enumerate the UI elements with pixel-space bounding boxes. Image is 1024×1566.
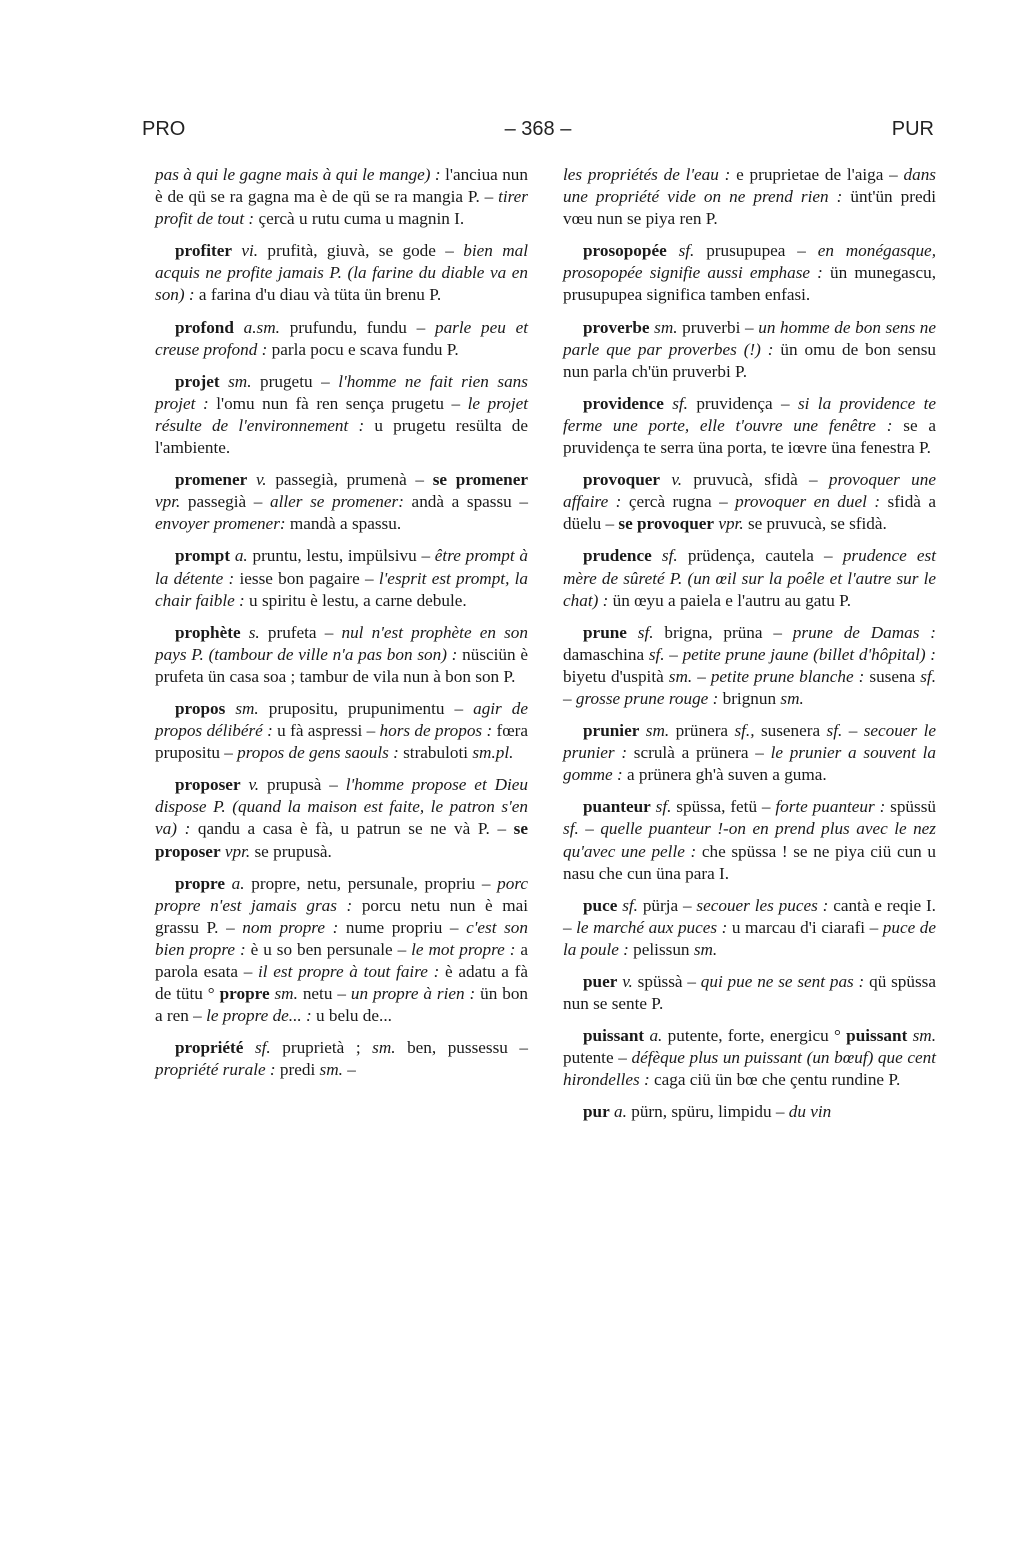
translation-text: pelissun — [628, 939, 694, 959]
headword: prune — [583, 622, 627, 642]
dictionary-entry — [563, 796, 936, 884]
translation-text: sfidà a düelu – — [563, 492, 936, 534]
italic-text: sf. – petite prune jaune (billet d'hôpital) : — [648, 644, 936, 664]
italic-text: v. — [617, 972, 633, 991]
page-number: – 368 – — [504, 118, 572, 140]
italic-text: sm. — [693, 939, 718, 959]
left-column — [155, 164, 528, 1091]
italic-text: un homme de bon sens ne parle que par proverbes (!) : — [563, 317, 936, 359]
translation-text: putente – — [563, 1048, 632, 1068]
translation-text: pruntu, lestu, impülsivu – — [247, 546, 435, 566]
italic-text: sm. — [372, 1038, 396, 1058]
italic-text: vpr. — [155, 492, 181, 512]
italic-text: sm. — [319, 1060, 343, 1080]
guide-word-right: PUR — [891, 118, 934, 140]
italic-text: v. — [660, 470, 683, 490]
headword: providence — [583, 393, 664, 413]
translation-text: ünt'ün predi vœu nun se piya ren P. — [563, 187, 936, 229]
headword: se promener — [432, 470, 529, 490]
translation-text: se prupusà. — [250, 841, 332, 861]
dictionary-entry — [155, 622, 528, 688]
italic-text: secouer les puces : — [696, 895, 829, 915]
italic-text: a. — [224, 873, 245, 893]
italic-text: être prompt à la détente : — [155, 546, 529, 588]
guide-word-left: PRO — [142, 118, 186, 140]
translation-text: pruprietà ; — [270, 1038, 373, 1058]
headword: puce — [583, 895, 618, 915]
italic-text: sf. – secouer le prunier : — [563, 721, 936, 763]
italic-text: prune de Damas : — [792, 622, 937, 642]
italic-text: aller se promener: — [270, 492, 404, 512]
translation-text: se a pruvidença te serra üna porta, te iœvre üna fenestra P. — [563, 415, 937, 458]
headword: proverbe — [583, 317, 650, 337]
translation-text: scrulà a prünera – — [627, 743, 771, 763]
translation-text: u fà aspressi – — [272, 721, 380, 741]
headword: prosopopée — [583, 241, 667, 261]
italic-text: hors de propos : — [379, 721, 493, 741]
italic-text: sf. — [617, 895, 638, 915]
translation-text: l'omu nun fà ren sença prugetu – — [208, 393, 468, 413]
italic-text: v. — [240, 775, 260, 795]
translation-text: mandà a spassu. — [285, 514, 402, 534]
headword: prudence — [583, 546, 652, 566]
italic-text: sm. — [269, 984, 298, 1004]
translation-text: porcu netu nun è mai grassu P. – — [155, 895, 528, 937]
page-header — [142, 118, 934, 148]
translation-text: pruvidença – — [687, 393, 798, 413]
right-column — [563, 164, 936, 1134]
italic-text: défèque plus un puissant (un bœuf) que cent hirondelles : — [563, 1048, 937, 1090]
translation-text: prusupupea – — [694, 241, 818, 261]
translation-text: spüssa, fetü – — [671, 797, 776, 817]
italic-text: sm. — [219, 371, 252, 391]
translation-text: brignun — [718, 688, 781, 708]
dictionary-entry — [155, 469, 528, 535]
translation-text: prufità, giuvà, se gode – — [258, 241, 464, 261]
entry-continuation — [563, 164, 936, 230]
headword: puanteur — [583, 797, 651, 817]
translation-text: – — [342, 1060, 356, 1080]
italic-text: sm.pl. — [472, 743, 514, 763]
translation-text: susena — [864, 666, 921, 686]
translation-text: strabuloti — [398, 743, 473, 763]
dictionary-entry — [563, 622, 936, 710]
translation-text: che spüssa ! se ne piya ciü cun u nasu che cun üna para I. — [563, 841, 936, 883]
italic-text: l'esprit est prompt, la chair faible : — [155, 568, 528, 610]
italic-text: tirer profit de tout : — [155, 187, 528, 229]
italic-text: a.sm. — [233, 317, 280, 337]
translation-text: biyetu d'uspità — [563, 666, 669, 686]
italic-text: sm. — [225, 698, 259, 718]
headword: propos — [175, 698, 226, 718]
translation-text: qü spüssa nun se sente P. — [563, 972, 936, 1014]
italic-text: propriété rurale : — [155, 1060, 276, 1080]
translation-text: pürn, spüru, limpidu – — [626, 1102, 789, 1122]
italic-text: sm. — [907, 1026, 937, 1046]
italic-text: le marché aux puces : — [576, 917, 728, 937]
headword: proposer — [175, 775, 241, 795]
italic-text: a. — [644, 1026, 663, 1046]
dictionary-entry — [563, 971, 936, 1015]
italic-text: le prunier a souvent la gomme : — [563, 743, 937, 785]
translation-text: cantà e reqie I. – — [563, 895, 936, 937]
translation-text: spüssà – — [632, 972, 701, 991]
translation-text: e pruprietae de l'aiga – — [730, 165, 904, 184]
italic-text: vpr. — [714, 514, 744, 534]
dictionary-entry — [563, 393, 936, 459]
translation-text: qandu a casa è fà, u patrun se ne và P. – — [190, 819, 514, 839]
headword: projet — [175, 371, 220, 391]
dictionary-entry — [155, 240, 528, 306]
italic-text: parle peu et creuse profond : — [155, 317, 528, 359]
dictionary-entry — [563, 1101, 936, 1123]
translation-text: a parola esata – — [155, 939, 528, 981]
translation-text: spüssü — [885, 797, 936, 817]
dictionary-entry — [155, 371, 528, 459]
translation-text: çercà rugna – — [621, 492, 736, 512]
translation-text: nume propriu – — [338, 917, 467, 937]
italic-text: le mot propre : — [411, 939, 516, 959]
translation-text: a prünera gh'à suven a guma. — [622, 765, 827, 785]
italic-text: si la providence te ferme une porte, elle t'ouvre une fenêtre : — [563, 393, 937, 435]
headword: prompt — [175, 546, 231, 566]
italic-text: c'est son bien propre : — [155, 917, 528, 959]
italic-text: sm. — [780, 688, 804, 708]
translation-text: ün munegascu, prusupupea significa tamben enfasi. — [563, 263, 936, 305]
headword: prunier — [583, 721, 640, 741]
italic-text: sf. – grosse prune rouge : — [563, 666, 936, 708]
dictionary-entry — [155, 774, 528, 862]
translation-text: putente, forte, energicu ° — [662, 1026, 847, 1046]
translation-text: nüsciün è prufeta ün casa soa ; tambur de vila nun à bon son P. — [155, 644, 528, 686]
italic-text: sm. – petite prune blanche : — [668, 666, 865, 686]
translation-text: damaschina — [563, 644, 649, 664]
italic-text: les propriétés de l'eau : — [563, 165, 731, 184]
dictionary-entry — [563, 1025, 936, 1091]
headword: pur — [583, 1102, 610, 1122]
translation-text: netu – — [297, 984, 351, 1004]
italic-text: qui pue ne se sent pas : — [700, 972, 865, 991]
translation-text: è adatu a fà de tütu ° — [155, 962, 528, 1004]
headword: provoquer — [583, 470, 661, 490]
headword: se provoquer — [618, 514, 715, 534]
dictionary-entry — [563, 317, 936, 383]
translation-text: pruverbi – — [677, 317, 759, 337]
translation-text: prufundu, fundu – — [279, 317, 435, 337]
dictionary-entry — [563, 469, 936, 535]
translation-text: ün bon a ren – — [155, 984, 529, 1026]
italic-text: sf. — [663, 393, 688, 413]
translation-text: prupusà – — [259, 775, 346, 795]
headword: se proposer — [155, 819, 528, 861]
headword: puer — [583, 972, 618, 991]
italic-text: nom propre : — [242, 917, 339, 937]
translation-text: propre, netu, persunale, propriu – — [244, 873, 498, 893]
italic-text: porc propre n'est jamais gras : — [155, 873, 529, 915]
translation-text: se pruvucà, se sfidà. — [743, 514, 887, 534]
translation-text: passegià, prumenà – — [266, 470, 433, 490]
headword: propre — [175, 873, 225, 893]
italic-text: l'homme propose et Dieu dispose P. (quand la maison est faite, le patron s'en va) : — [155, 775, 528, 839]
italic-text: sm. — [639, 721, 670, 741]
dictionary-entry — [563, 895, 936, 961]
italic-text: provoquer une affaire : — [563, 470, 936, 512]
dictionary-entry — [155, 317, 528, 361]
italic-text: sf. — [650, 797, 672, 817]
italic-text: prudence est mère de sûreté P. (un œil sur la poêle et l'autre sur le chat) : — [563, 546, 937, 610]
italic-text: vpr. — [220, 841, 251, 861]
italic-text: a. — [230, 546, 248, 566]
headword: promener — [175, 470, 248, 490]
italic-text: sf. — [666, 241, 695, 261]
headword: propre — [219, 984, 270, 1004]
translation-text: susenera — [754, 721, 827, 741]
dictionary-entry — [563, 545, 936, 611]
translation-text: prugetu – — [251, 371, 339, 391]
translation-text: u belu de... — [311, 1006, 392, 1026]
translation-text: iesse bon pagaire – — [234, 568, 379, 588]
headword: prophète — [175, 622, 241, 642]
italic-text: sf. – quelle puanteur !-on en prend plus avec le nez qu'avec une pelle : — [563, 819, 936, 861]
dictionary-entry — [155, 873, 528, 1028]
translation-text: a farina d'u diau và tüta ün brenu P. — [194, 285, 442, 305]
italic-text: du vin — [788, 1102, 832, 1122]
italic-text: le propre de... : — [206, 1006, 312, 1026]
italic-text: bien mal acquis ne profite jamais P. (la farine du diable va en son) : — [155, 241, 529, 305]
headword: propriété — [175, 1038, 244, 1058]
translation-text: caga ciü ün bœ che çentu rundine P. — [649, 1070, 901, 1090]
italic-text: il est propre à tout faire : — [258, 962, 440, 981]
translation-text: prünera — [669, 721, 735, 741]
italic-text: l'homme ne fait rien sans projet : — [155, 371, 528, 413]
translation-text: andà a spassu – — [403, 492, 528, 512]
italic-text: dans une propriété vide on ne prend rien : — [563, 165, 936, 207]
translation-text: predi — [275, 1060, 320, 1080]
headword: profond — [175, 317, 234, 337]
italic-text: forte puanteur : — [775, 797, 886, 817]
italic-text: nul n'est prophète en son pays P. (tambour de ville n'a pas bon son) : — [155, 622, 528, 664]
translation-text: pürja – — [637, 895, 697, 915]
translation-text: prufeta – — [259, 622, 342, 642]
translation-text: brigna, prüna – — [653, 622, 793, 642]
italic-text: sm. — [649, 317, 678, 337]
italic-text: provoquer en duel : — [735, 492, 881, 512]
italic-text: en monégasque, prosopopée signifie aussi emphase : — [563, 241, 936, 283]
italic-text: v. — [247, 470, 267, 490]
italic-text: pas à qui le gagne mais à qui le mange) : — [155, 165, 441, 184]
italic-text: envoyer promener: — [155, 514, 286, 534]
headword: puissant — [846, 1026, 908, 1046]
translation-text: ün omu de bon sensu nun parla ch'ün pruverbi P. — [563, 339, 936, 381]
italic-text: vi. — [231, 241, 259, 261]
dictionary-entry — [155, 1037, 528, 1081]
translation-text: parla pocu e scava fundu P. — [267, 339, 459, 359]
italic-text: sf. — [626, 622, 654, 642]
italic-text: s. — [240, 622, 260, 642]
dictionary-entry — [563, 240, 936, 306]
dictionary-entry — [155, 698, 528, 764]
translation-text: ben, pussessu – — [395, 1038, 528, 1058]
translation-text: ün œyu a paiela e l'autru au gatu P. — [608, 590, 852, 610]
translation-text: prupositu, prupunimentu – — [258, 698, 474, 718]
entry-continuation — [155, 164, 528, 230]
dictionary-entry — [563, 720, 936, 786]
translation-text: u prugetu resülta de l'ambiente. — [155, 415, 528, 458]
italic-text: puce de la poule : — [563, 917, 937, 959]
translation-text: passegià – — [180, 492, 270, 512]
italic-text: propos de gens saouls : — [237, 743, 399, 763]
translation-text: pruvucà, sfidà – — [682, 470, 829, 490]
italic-text: agir de propos délibéré : — [155, 698, 528, 741]
translation-text: u marcau d'i ciarafi – — [727, 917, 883, 937]
translation-text: prüdença, cautela – — [677, 546, 843, 566]
italic-text: un propre à rien : — [350, 984, 476, 1004]
italic-text: a. — [609, 1102, 627, 1122]
italic-text: le projet résulte de l'environnement : — [155, 393, 529, 435]
translation-text: è u so ben persunale – — [245, 939, 412, 959]
dictionary-entry — [155, 545, 528, 611]
translation-text: çercà u rutu cuma u magnin I. — [254, 209, 465, 229]
headword: puissant — [583, 1026, 645, 1046]
italic-text: sf. — [243, 1038, 271, 1058]
italic-text: sf. — [651, 546, 678, 566]
italic-text: sf., — [734, 721, 755, 741]
headword: profiter — [175, 241, 232, 261]
translation-text: l'anciua nun è de qü se ra gagna ma è de qü se ra mangia P. – — [155, 165, 528, 207]
translation-text: u spiritu è lestu, a carne debule. — [244, 590, 467, 610]
translation-text: fœra prupositu – — [155, 721, 529, 763]
